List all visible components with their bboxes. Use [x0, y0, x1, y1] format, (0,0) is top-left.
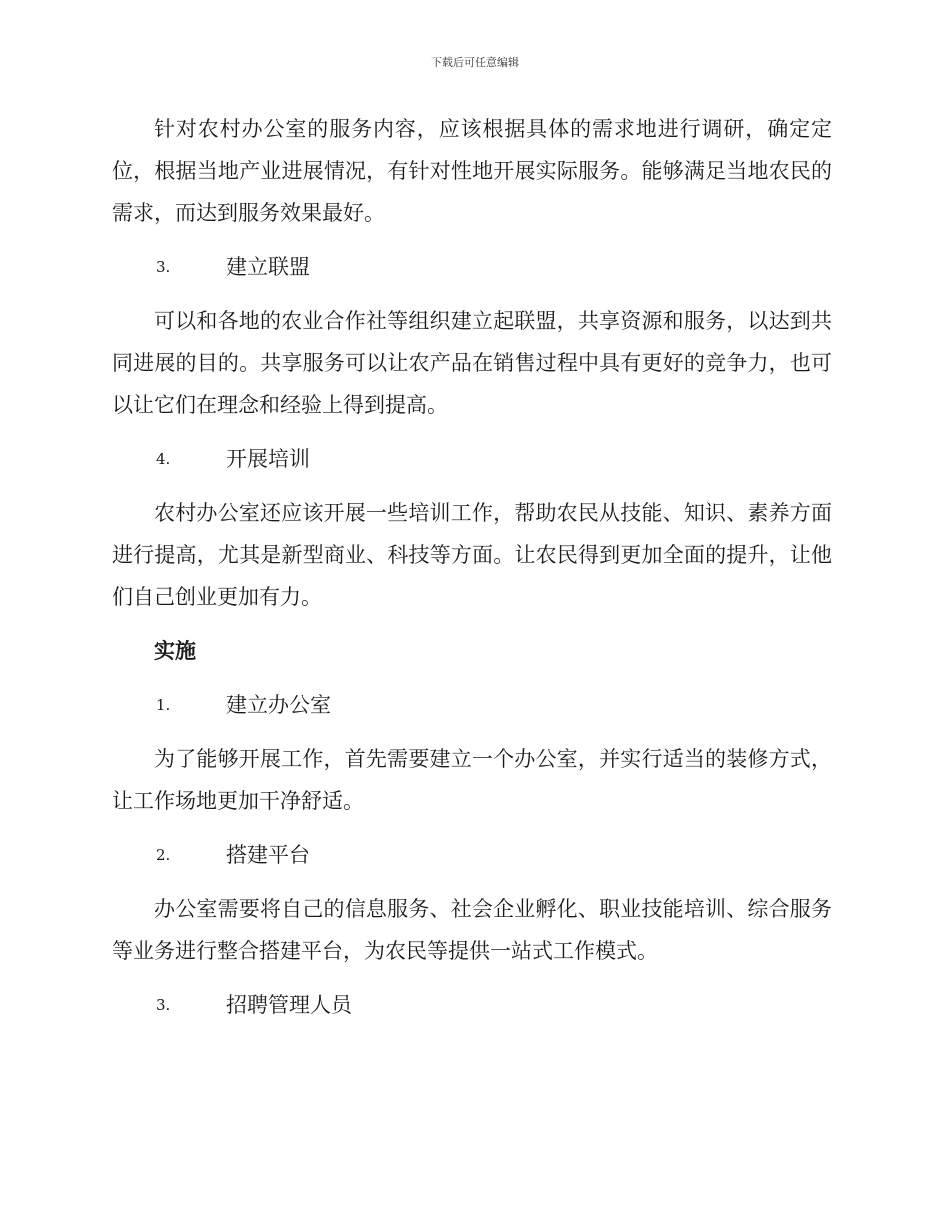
list-item-title: 招聘管理人员	[226, 993, 352, 1017]
paragraph-training: 农村办公室还应该开展一些培训工作，帮助农民从技能、知识、素养方面进行提高，尤其是新型商业、科技等方面。让农民得到更加全面的提升，让他们自己创业更加有力。	[112, 501, 832, 609]
list-item-recruit	[112, 984, 832, 1026]
list-item-platform	[112, 834, 832, 876]
page-header: 下载后可任意编辑	[431, 56, 519, 69]
list-number: 4.	[156, 450, 171, 468]
list-item-training	[112, 438, 832, 480]
paragraph-alliance: 可以和各地的农业合作社等组织建立起联盟，共享资源和服务，以达到共同进展的目的。共享服务可以让农产品在销售过程中具有更好的竞争力，也可以让它们在理念和经验上得到提高。	[112, 309, 832, 417]
paragraph-build-office: 为了能够开展工作，首先需要建立一个办公室，并实行适当的装修方式，让工作场地更加干净舒适。	[112, 747, 832, 813]
list-item-title: 建立办公室	[226, 693, 331, 717]
list-number: 1.	[156, 696, 171, 714]
list-number: 3.	[156, 258, 171, 276]
list-item-title: 搭建平台	[226, 843, 310, 867]
paragraph-service-content: 针对农村办公室的服务内容，应该根据具体的需求地进行调研，确定定位，根据当地产业进展情况，有针对性地开展实际服务。能够满足当地农民的需求，而达到服务效果最好。	[112, 117, 832, 225]
list-number: 3.	[156, 996, 171, 1014]
document-body	[112, 108, 832, 1038]
list-item-build-office	[112, 684, 832, 726]
list-item-title: 开展培训	[226, 447, 310, 471]
list-item-alliance	[112, 246, 832, 288]
list-item-title: 建立联盟	[226, 255, 310, 279]
list-number: 2.	[156, 846, 171, 864]
section-heading-implementation: 实施	[154, 639, 196, 663]
paragraph-platform: 办公室需要将自己的信息服务、社会企业孵化、职业技能培训、综合服务等业务进行整合搭建平台，为农民等提供一站式工作模式。	[112, 897, 832, 963]
